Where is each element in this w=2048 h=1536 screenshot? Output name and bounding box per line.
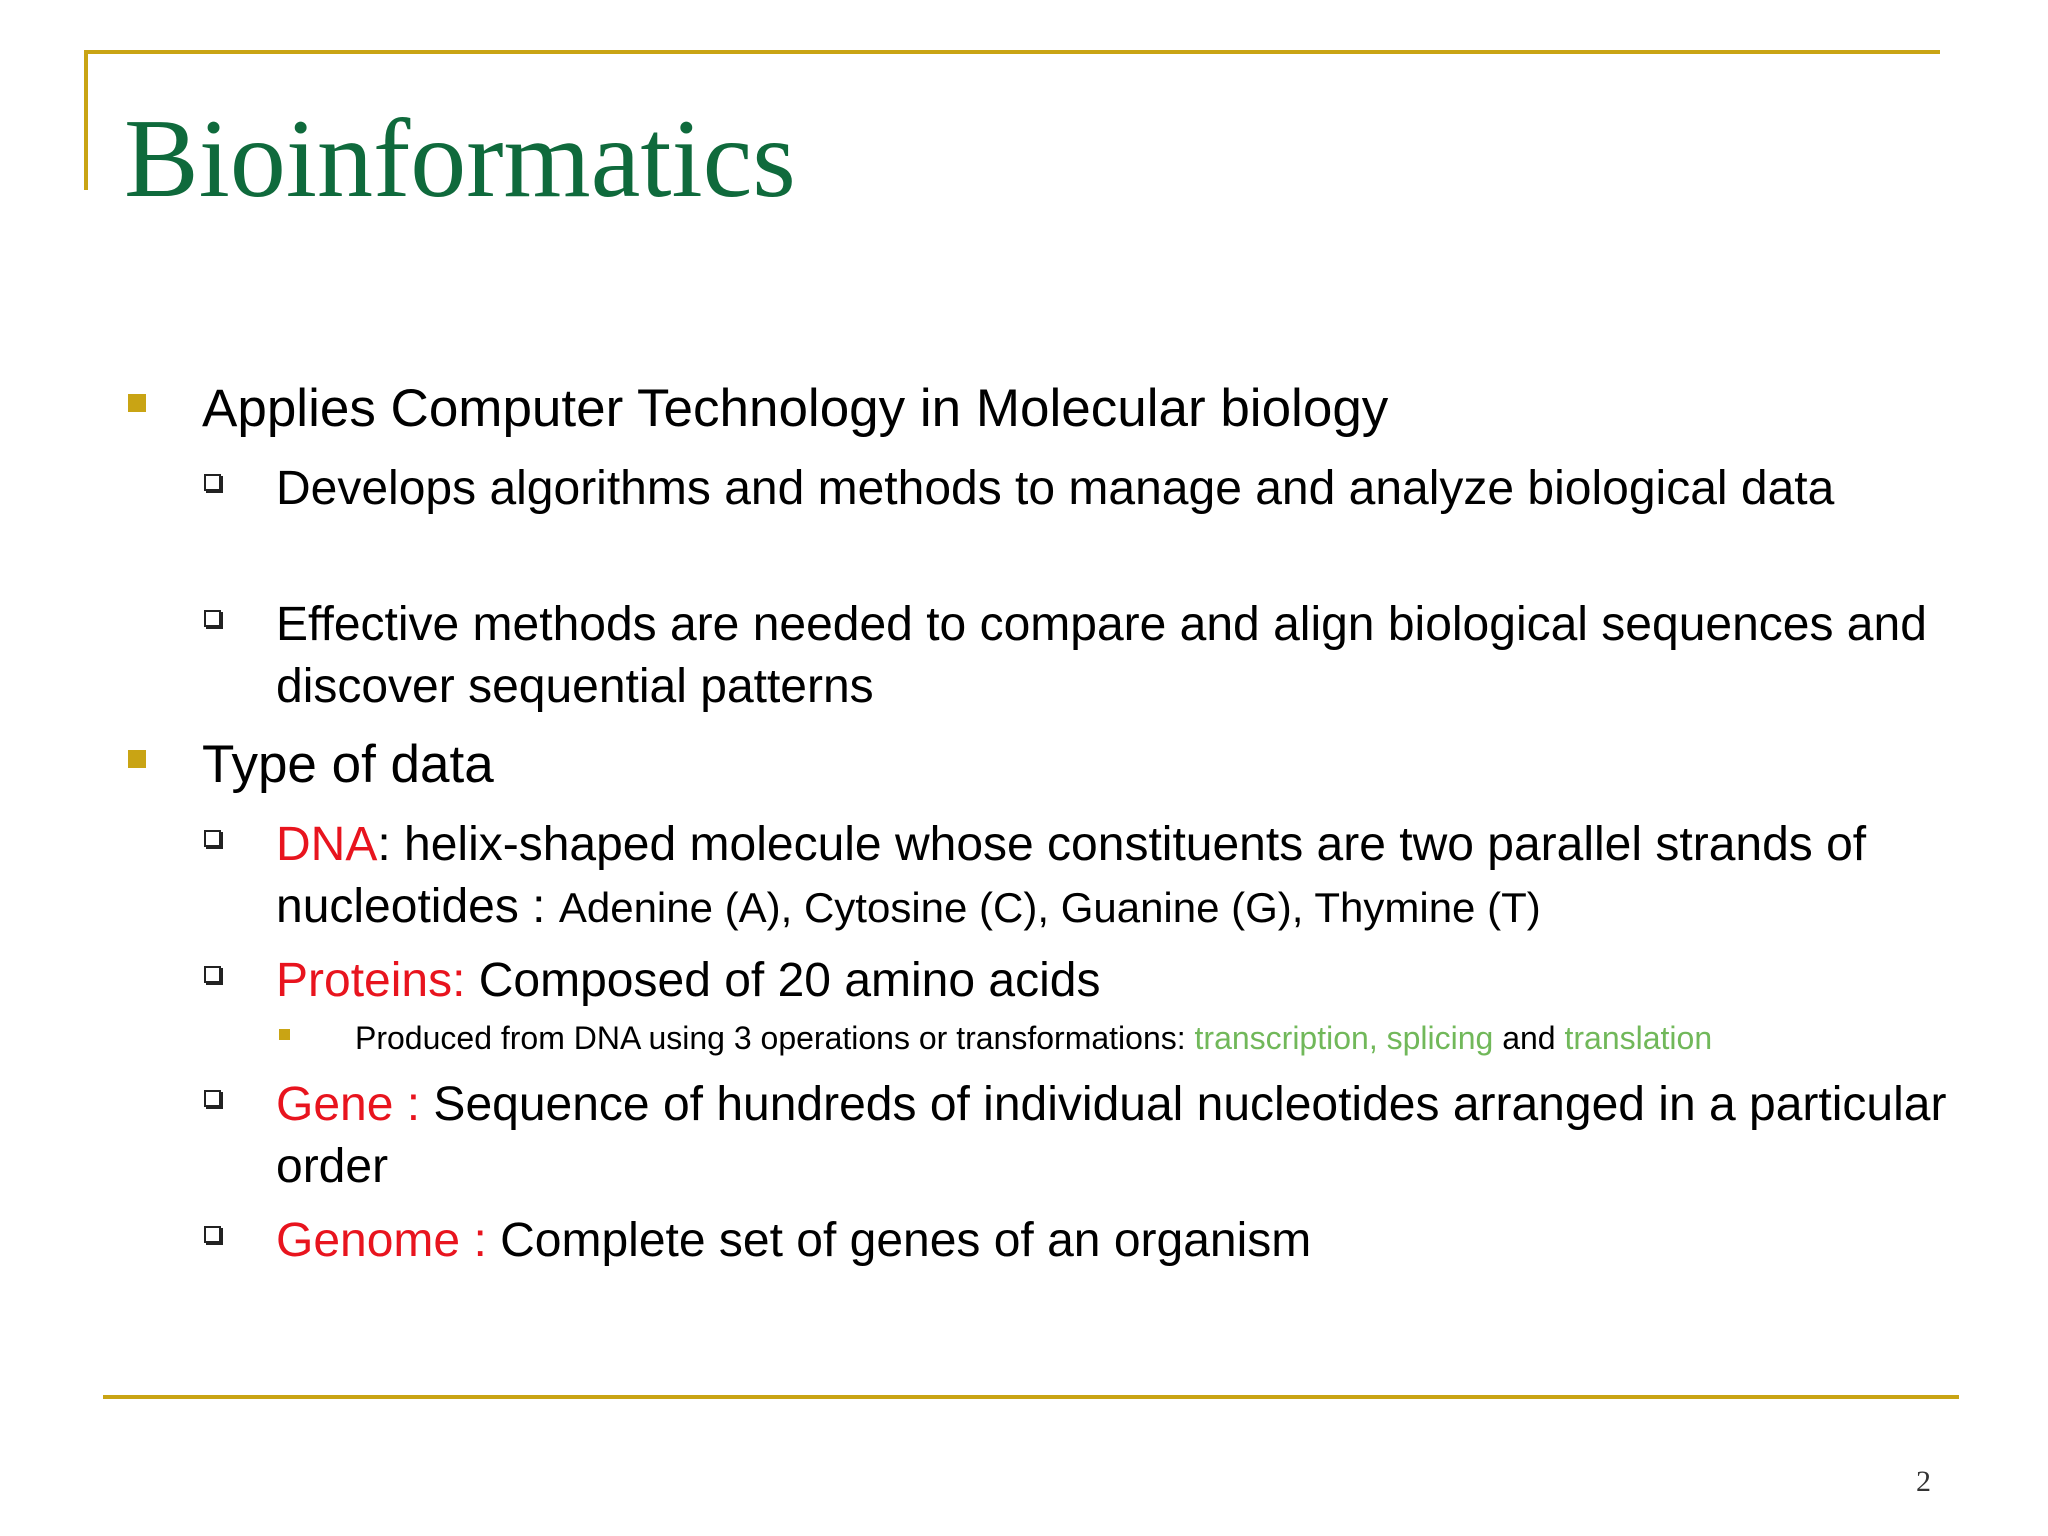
hollow-square-bullet-icon bbox=[204, 830, 221, 847]
hollow-square-bullet-icon bbox=[204, 966, 221, 983]
term-genome: Genome : bbox=[276, 1214, 487, 1267]
sub-bullet-proteins bbox=[276, 950, 1956, 1012]
footer-rule bbox=[103, 1395, 1959, 1399]
page-number: 2 bbox=[1916, 1465, 1931, 1498]
proteins-detail bbox=[355, 1016, 1935, 1060]
term-gene: Gene : bbox=[276, 1078, 421, 1131]
square-bullet-icon bbox=[128, 750, 146, 768]
bullet-type-of-data: Type of data bbox=[202, 735, 494, 794]
sub-bullet-methods: Effective methods are needed to compare and align biological sequences and discover sequential patterns bbox=[276, 598, 1927, 713]
small-square-bullet-icon bbox=[279, 1029, 290, 1040]
gene-description: Sequence of hundreds of individual nucleotides arranged in a particular order bbox=[276, 1078, 1947, 1193]
sub-bullet-genome bbox=[276, 1210, 1956, 1272]
dna-bases: Adenine (A), Cytosine (C), Guanine (G), Thymine (T) bbox=[558, 884, 1541, 931]
dna-description: : helix-shaped molecule whose constituents are two parallel strands of nucleotides : bbox=[276, 818, 1867, 933]
proteins-description: Composed of 20 amino acids bbox=[465, 954, 1101, 1007]
genome-description: Complete set of genes of an organism bbox=[486, 1214, 1312, 1267]
process-transcription-splicing: transcription, splicing bbox=[1194, 1020, 1494, 1056]
proteins-detail-connector: and bbox=[1493, 1020, 1565, 1056]
process-translation: translation bbox=[1564, 1020, 1713, 1056]
hollow-square-bullet-icon bbox=[204, 610, 221, 627]
hollow-square-bullet-icon bbox=[204, 1090, 221, 1107]
hollow-square-bullet-icon bbox=[204, 1226, 221, 1243]
bullet-applies: Applies Computer Technology in Molecular biology bbox=[202, 379, 1389, 438]
hollow-square-bullet-icon bbox=[204, 474, 221, 491]
term-proteins: Proteins: bbox=[276, 954, 466, 1007]
sub-bullet-dna bbox=[276, 814, 1956, 939]
square-bullet-icon bbox=[128, 394, 146, 412]
term-dna: DNA bbox=[276, 818, 378, 871]
sub-bullet-gene bbox=[276, 1074, 1956, 1198]
slide-title: Bioinformatics bbox=[124, 97, 796, 221]
sub-bullet-algorithms: Develops algorithms and methods to manage and analyze biological data bbox=[276, 462, 1835, 515]
proteins-detail-prefix: Produced from DNA using 3 operations or transformations: bbox=[355, 1020, 1195, 1056]
